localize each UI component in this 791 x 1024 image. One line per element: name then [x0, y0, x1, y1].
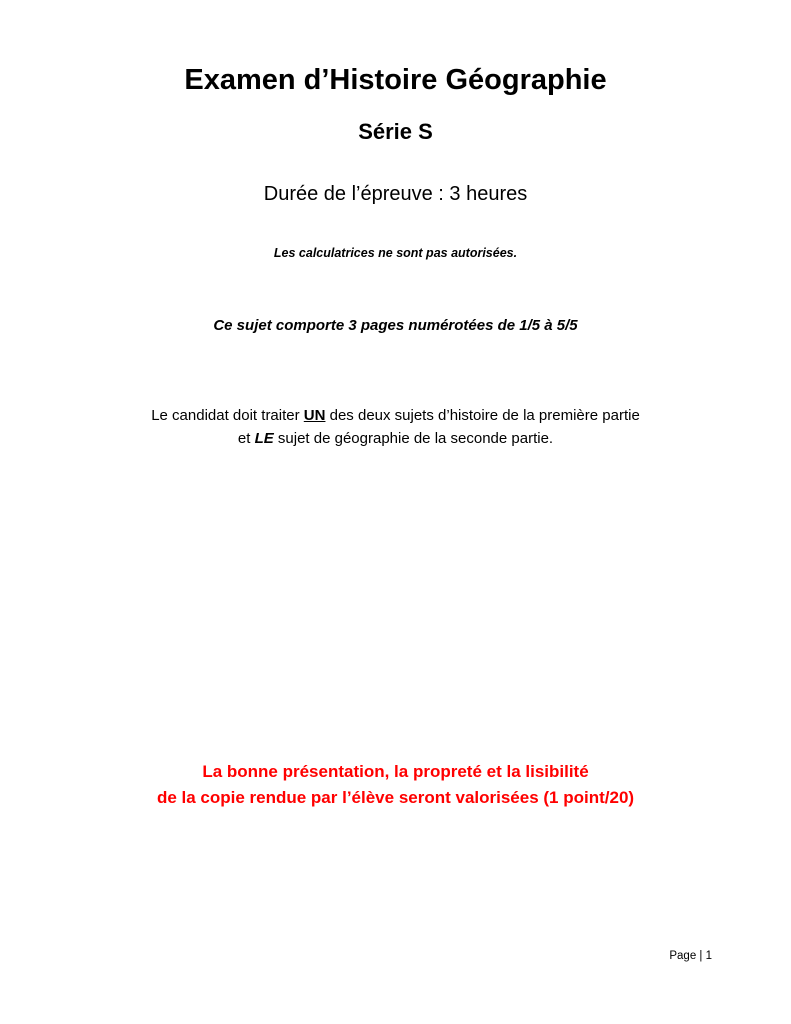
presentation-note-line-1: La bonne présentation, la propreté et la lisibilité	[202, 762, 589, 781]
pages-note: Ce sujet comporte 3 pages numérotées de 1/5 à 5/5	[213, 317, 578, 334]
exam-series: Série S	[358, 119, 433, 144]
instructions-line-1-prefix: Le candidat doit traiter	[151, 407, 304, 424]
instructions-line-2	[0, 430, 791, 447]
instructions-emphasis-un: UN	[303, 407, 326, 424]
instructions-line-1-suffix: des deux sujets d’histoire de la première partie	[325, 407, 640, 424]
presentation-note-line-2: de la copie rendue par l’élève seront valorisées (1 point/20)	[156, 788, 635, 807]
instructions-line-1	[0, 407, 791, 424]
exam-title: Examen d’Histoire Géographie	[184, 64, 607, 96]
calculators-note: Les calculatrices ne sont pas autorisées.	[273, 246, 518, 260]
exam-duration: Durée de l’épreuve : 3 heures	[263, 183, 528, 205]
instructions-line-2-prefix: et	[237, 430, 255, 447]
instructions-line-2-suffix: sujet de géographie de la seconde partie.	[273, 430, 554, 447]
instructions-emphasis-le: LE	[254, 430, 274, 447]
page-number-footer: Page | 1	[669, 950, 712, 962]
